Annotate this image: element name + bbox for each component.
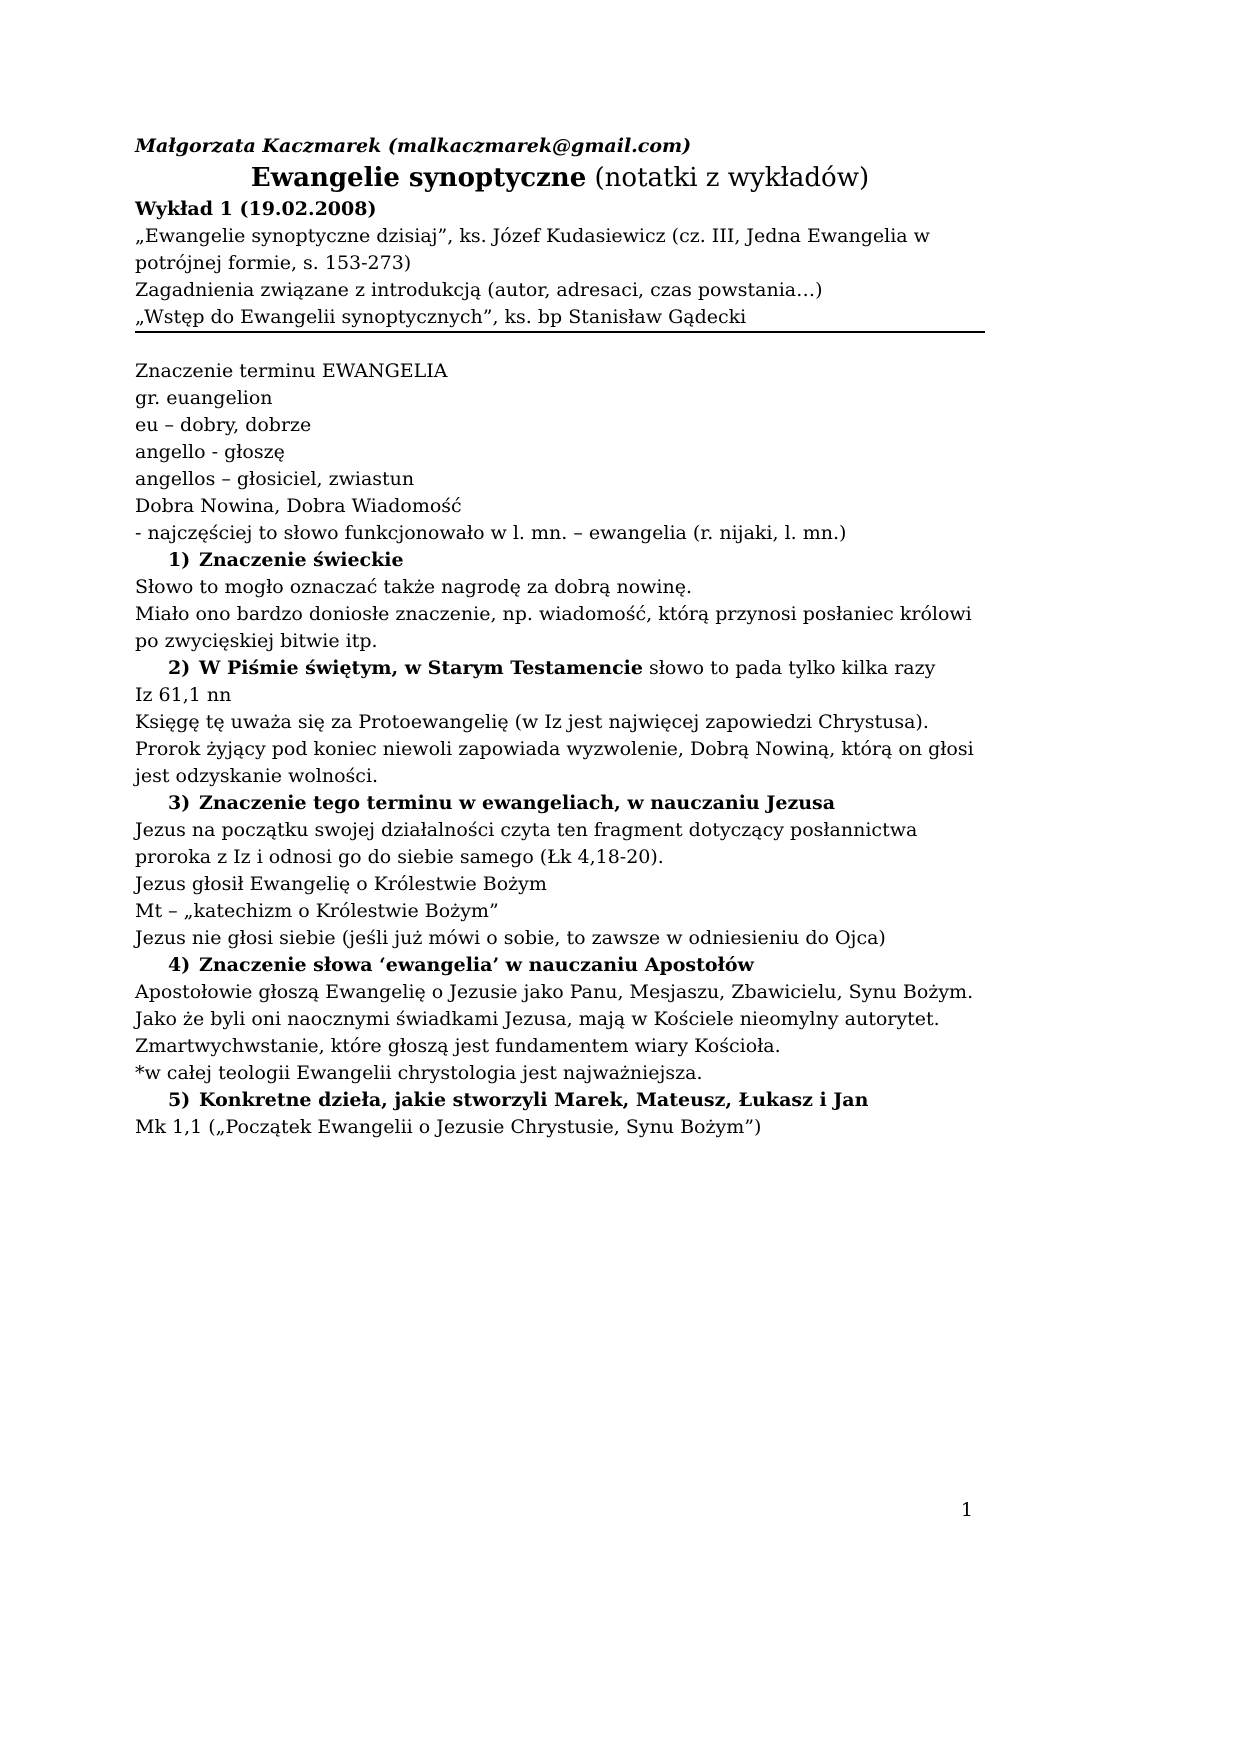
bibliography-line: „Wstęp do Ewangelii synoptycznych”, ks. bp Stanisław Gądecki [135,306,747,328]
section-1-paragraph: Słowo to mogło oznaczać także nagrodę za dobrą nowinę. [135,576,692,598]
section-2-paragraph: Iz 61,1 nn [135,684,232,706]
lecture-heading: Wykład 1 (19.02.2008) [135,198,377,220]
etymology-line: Znaczenie terminu EWANGELIA [135,360,448,382]
section-2-heading-bold: W Piśmie świętym, w Starym Testamencie [199,657,643,679]
section-2-paragraph: Prorok żyjący pod koniec niewoli zapowiada wyzwolenie, Dobrą Nowiną, którą on głosi jest odzyskanie wolności. [135,738,974,787]
christology-note: *w całej teologii Ewangelii chrystologia jest najważniejsza. [135,1062,703,1084]
section-5-heading-bold: Konkretne dzieła, jakie stworzyli Marek, Mateusz, Łukasz i Jan [199,1089,869,1111]
good-news-block [135,493,985,547]
section-2-number: 2) [168,657,191,679]
section-1-heading-bold: Znaczenie świeckie [199,549,404,571]
section-3-paragraph: Jezus nie głosi siebie (jeśli już mówi o sobie, to zawsze w odniesieniu do Ojca) [135,927,886,949]
author-line: Małgorzata Kaczmarek (malkaczmarek@gmail.com) [135,135,692,157]
good-news-line: - najczęściej to słowo funkcjonowało w l. mn. – ewangelia (r. nijaki, l. mn.) [135,522,847,544]
section-2-heading [135,655,985,682]
section-divider [135,331,985,333]
section-4-heading [135,952,985,979]
etymology-line: eu – dobry, dobrze [135,414,312,436]
section-3-paragraph: Jezus głosił Ewangelię o Królestwie Bożym [135,873,547,895]
document-body [135,133,985,1141]
section-3-paragraph: Jezus na początku swojej działalności czyta ten fragment dotyczący posłannictwa proroka z Iz i odnosi go do siebie samego (Łk 4,18-20). [135,819,918,868]
section-4 [135,952,985,1060]
section-3 [135,790,985,952]
section-3-heading-bold: Znaczenie tego terminu w ewangeliach, w nauczaniu Jezusa [199,792,836,814]
etymology-line: gr. euangelion [135,387,273,409]
section-3-paragraph: Mt – „katechizm o Królestwie Bożym” [135,900,499,922]
document-title-bold: Ewangelie synoptyczne [250,163,587,193]
etymology-line: angellos – głosiciel, zwiastun [135,468,415,490]
page-number: 1 [960,1499,973,1521]
section-1 [135,547,985,655]
section-2 [135,655,985,790]
section-3-heading [135,790,985,817]
section-1-number: 1) [168,549,191,571]
section-4-paragraph: Zmartwychwstanie, które głoszą jest fundamentem wiary Kościoła. [135,1035,781,1057]
document-title [135,160,985,196]
section-5-number: 5) [168,1089,191,1111]
section-2-heading-rest: słowo to pada tylko kilka razy [642,657,936,679]
section-4-paragraph: Jako że byli oni naocznymi świadkami Jezusa, mają w Kościele nieomylny autorytet. [135,1008,940,1030]
bibliography-line: „Ewangelie synoptyczne dzisiaj”, ks. Józef Kudasiewicz (cz. III, Jedna Ewangelia w potrójnej formie, s. 153-273) [135,225,930,274]
bibliography-line: Zagadnienia związane z introdukcją (autor, adresaci, czas powstania…) [135,279,823,301]
section-4-paragraph: Apostołowie głoszą Ewangelię o Jezusie jako Panu, Mesjaszu, Zbawicielu, Synu Bożym. [135,981,974,1003]
good-news-line: Dobra Nowina, Dobra Wiadomość [135,495,462,517]
section-3-number: 3) [168,792,191,814]
bibliography-block [135,223,985,331]
section-2-paragraph: Księgę tę uważa się za Protoewangelię (w Iz jest najwięcej zapowiedzi Chrystusa). [135,711,929,733]
document-title-subtitle: (notatki z wykładów) [586,163,870,193]
section-1-heading [135,547,985,574]
section-1-paragraph: Miało ono bardzo doniosłe znaczenie, np. wiadomość, którą przynosi posłaniec królowi po zwycięskiej bitwie itp. [135,603,972,652]
section-4-heading-bold: Znaczenie słowa ‘ewangelia’ w nauczaniu Apostołów [199,954,754,976]
section-5-heading [135,1087,985,1114]
mk-verse-line: Mk 1,1 („Początek Ewangelii o Jezusie Chrystusie, Synu Bożym”) [135,1116,762,1138]
etymology-block [135,358,985,493]
section-4-number: 4) [168,954,191,976]
etymology-line: angello - głoszę [135,441,285,463]
